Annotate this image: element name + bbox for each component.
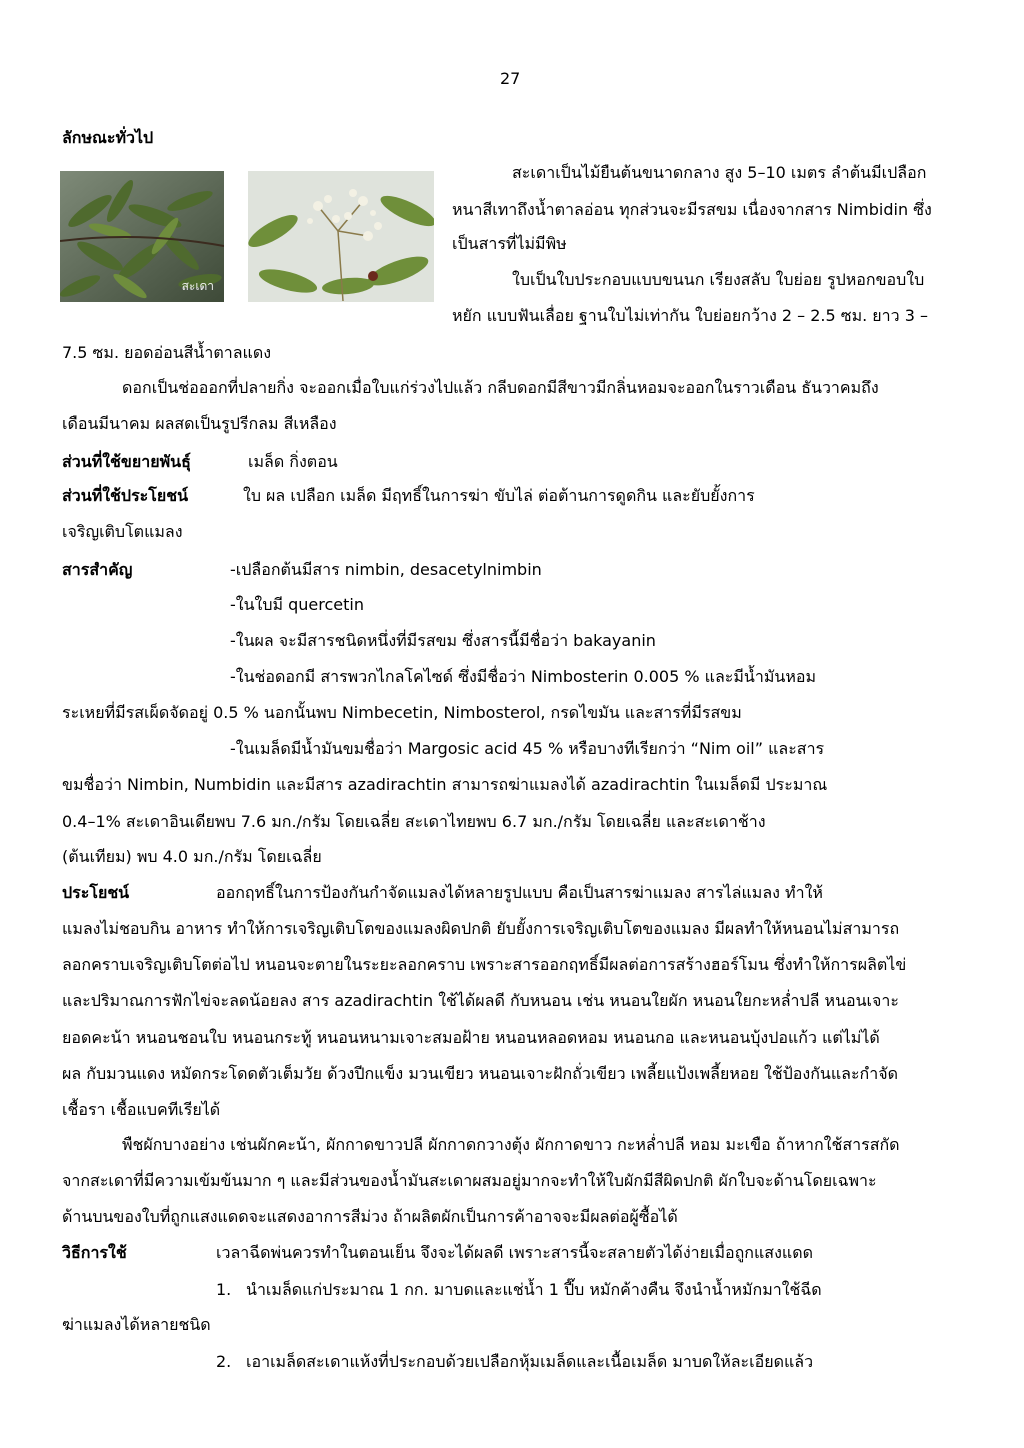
compounds-line-1: -เปลือกต้นมีสาร nimbin, desacetylnimbin	[230, 560, 542, 579]
benefits-line-3: ลอกคราบเจริญเติบโตต่อไป หนอนจะตายในระยะลอกคราบ เพราะสารออกฤทธิ์มีผลต่อการสร้างฮอร์โมน ซึ่งทำให้การผลิตไข่	[62, 955, 907, 974]
compounds-label: สารสำคัญ	[62, 560, 133, 579]
method-label: วิธีการใช้	[62, 1243, 127, 1262]
benefits-label: ประโยชน์	[62, 883, 130, 902]
caution-line-1: พืชผักบางอย่าง เช่นผักคะน้า, ผักกาดขาวปลี ผักกาดกวางตุ้ง ผักกาดขาว กะหล่ำปลี หอม มะเขือ ถ้าหากใช้สารสกัด	[122, 1135, 900, 1154]
compounds-line-9: (ต้นเทียม) พบ 4.0 มก./กรัม โดยเฉลี่ย	[62, 847, 322, 866]
compounds-line-4: -ในช่อดอกมี สารพวกไกลโคไซด์ ซึ่งมีชื่อว่า Nimbosterin 0.005 % และมีน้ำมันหอม	[230, 667, 817, 686]
intro-line-5: หยัก แบบฟันเลื่อย ฐานใบไม่เท่ากัน ใบย่อยกว้าง 2 – 2.5 ซม. ยาว 3 –	[452, 306, 928, 325]
useful-parts-line-2: เจริญเติบโตแมลง	[62, 522, 183, 541]
caution-line-3: ด้านบนของใบที่ถูกแสงแดดจะแสดงอาการสีม่วง ถ้าผลิตผักเป็นการค้าอาจจะมีผลต่อผู้ซื้อได้	[62, 1207, 678, 1226]
benefits-line-6: ผล กับมวนแดง หมัดกระโดดตัวเต็มวัย ด้วงปีกแข็ง มวนเขียว หนอนเจาะฝักถั่วเขียว เพลี้ยแป้งเพลี้ยหอย ใช้ป้องกันและกำจัด	[62, 1064, 898, 1083]
intro-line-2: หนาสีเทาถึงน้ำตาลอ่อน ทุกส่วนจะมีรสขม เนื่องจากสาร Nimbidin ซึ่ง	[452, 200, 932, 219]
image-caption: สะเดา	[181, 279, 214, 293]
compounds-line-3: -ในผล จะมีสารชนิดหนึ่งที่มีรสขม ซึ่งสารนี้มีชื่อว่า bakayanin	[230, 631, 656, 650]
benefits-line-1: ออกฤทธิ์ในการป้องกันกำจัดแมลงได้หลายรูปแบบ คือเป็นสารฆ่าแมลง สารไล่แมลง ทำให้	[216, 883, 823, 902]
method-step-2-line-1: เอาเมล็ดสะเดาแห้งที่ประกอบด้วยเปลือกหุ้มเมล็ดและเนื้อเมล็ด มาบดให้ละเอียดแล้ว	[246, 1352, 814, 1371]
intro-line-4: ใบเป็นใบประกอบแบบขนนก เรียงสลับ ใบย่อย รูปหอกขอบใบ	[512, 270, 925, 289]
intro-line-1: สะเดาเป็นไม้ยืนต้นขนาดกลาง สูง 5–10 เมตร ลำต้นมีเปลือก	[512, 163, 927, 182]
flower-line-2: เดือนมีนาคม ผลสดเป็นรูปรีกลม สีเหลือง	[62, 414, 337, 433]
compounds-line-6: -ในเมล็ดมีน้ำมันขมชื่อว่า Margosic acid 45 % หรือบางทีเรียกว่า “Nim oil” และสาร	[230, 739, 825, 758]
useful-parts-line-1: ใบ ผล เปลือก เมล็ด มีฤทธิ์ในการฆ่า ขับไล่ ต่อต้านการดูดกิน และยับยั้งการ	[243, 486, 755, 505]
propagation-value: เมล็ด กิ่งตอน	[248, 452, 338, 471]
method-step-1-line-1: นำเมล็ดแก่ประมาณ 1 กก. มาบดและแช่น้ำ 1 ปี๊บ หมักค้างคืน จึงนำน้ำหมักมาใช้ฉีด	[246, 1280, 822, 1299]
caution-line-2: จากสะเดาที่มีความเข้มข้นมาก ๆ และมีส่วนของน้ำมันสะเดาผสมอยู่มากจะทำให้ใบผักมีสีผิดปกติ ผักใบจะด้านโดยเฉพาะ	[62, 1171, 877, 1190]
method-step-1-line-2: ฆ่าแมลงได้หลายชนิด	[62, 1315, 211, 1334]
useful-parts-label: ส่วนที่ใช้ประโยชน์	[62, 486, 189, 505]
intro-line-6: 7.5 ซม. ยอดอ่อนสีน้ำตาลแดง	[62, 343, 272, 362]
method-step-2-number: 2.	[216, 1352, 232, 1371]
method-intro: เวลาฉีดพ่นควรทำในตอนเย็น จึงจะได้ผลดี เพราะสารนี้จะสลายตัวได้ง่ายเมื่อถูกแสงแดด	[216, 1243, 813, 1262]
propagation-label: ส่วนที่ใช้ขยายพันธุ์	[62, 452, 191, 471]
benefits-line-7: เชื้อรา เชื้อแบคทีเรียได้	[62, 1100, 221, 1119]
compounds-line-5: ระเหยที่มีรสเผ็ดจัดอยู่ 0.5 % นอกนั้นพบ Nimbecetin, Nimbosterol, กรดไขมัน และสารที่มีรสขม	[62, 703, 742, 722]
compounds-line-8: 0.4–1% สะเดาอินเดียพบ 7.6 มก./กรัม โดยเฉลี่ย สะเดาไทยพบ 6.7 มก./กรัม โดยเฉลี่ย และสะเดาช้าง	[62, 812, 766, 831]
compounds-line-2: -ในใบมี quercetin	[230, 595, 364, 614]
benefits-line-2: แมลงไม่ชอบกิน อาหาร ทำให้การเจริญเติบโตของแมลงผิดปกติ ยับยั้งการเจริญเติบโตของแมลง มีผลทำให้หนอนไม่สามารถ	[62, 919, 900, 938]
neem-flowers-photo	[248, 171, 434, 302]
section-heading: ลักษณะทั่วไป	[62, 128, 154, 147]
benefits-line-4: และปริมาณการฟักไข่จะลดน้อยลง สาร azadirachtin ใช้ได้ผลดี กับหนอน เช่น หนอนใยผัก หนอนใยกะหล่ำปลี หนอนเจาะ	[62, 991, 899, 1010]
intro-line-3: เป็นสารที่ไม่มีพิษ	[452, 234, 567, 253]
method-step-1-number: 1.	[216, 1280, 232, 1299]
flower-line-1: ดอกเป็นช่อออกที่ปลายกิ่ง จะออกเมื่อใบแก่ร่วงไปแล้ว กลีบดอกมีสีขาวมีกลิ่นหอมจะออกในราวเดือน ธันวาคมถึง	[122, 378, 879, 397]
benefits-line-5: ยอดคะน้า หนอนชอนใบ หนอนกระทู้ หนอนหนามเจาะสมอฝ้าย หนอนหลอดหอม หนอนกอ และหนอนบุ้งปอแก้ว แต่ไม่ได้	[62, 1028, 880, 1047]
neem-leaves-photo	[60, 171, 224, 302]
compounds-line-7: ขมชื่อว่า Nimbin, Numbidin และมีสาร azadirachtin สามารถฆ่าแมลงได้ azadirachtin ในเมล็ดมี ประมาณ	[62, 775, 828, 794]
page-number: 27	[500, 69, 521, 88]
